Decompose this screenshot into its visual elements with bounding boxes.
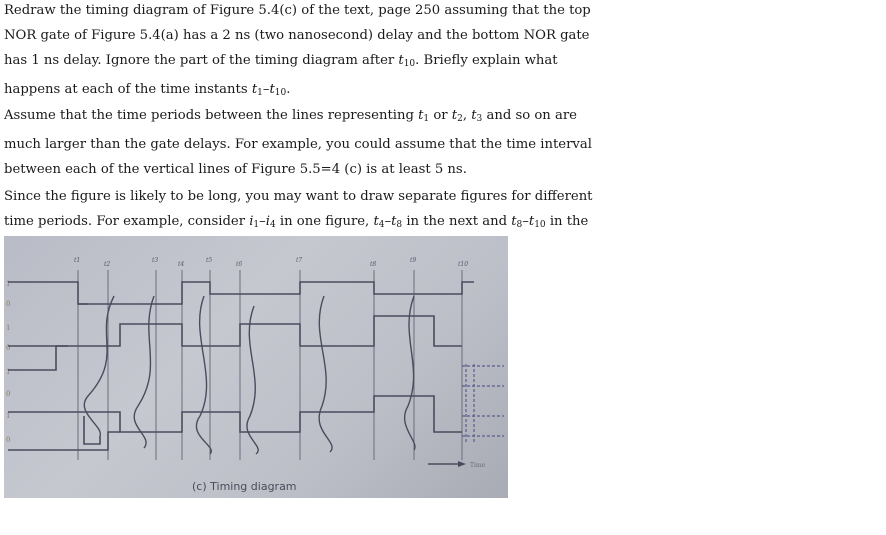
waveform-5: [8, 396, 462, 432]
time-mark-t5: t5: [206, 257, 213, 264]
timing-diagram: [4, 236, 508, 498]
time-mark-t3: t3: [152, 257, 159, 264]
time-axis: [428, 461, 486, 469]
waveform-2: [78, 282, 474, 304]
level-label: 0: [6, 390, 11, 398]
level-label: 0: [6, 436, 11, 444]
waveform-1: [8, 282, 88, 304]
time-mark-t8: t8: [370, 261, 377, 268]
time-mark-t9: t9: [410, 257, 417, 264]
waveform-4: [8, 346, 68, 370]
level-label: 0: [6, 344, 11, 352]
problem-paragraph-3: Since the figure is likely to be long, you may want to draw separate figures for different time periods. For example, consider $i_1-i_4$ in one figure, $t_4-t_8$ in the next and $t_8-t_{10}$ in the: [4, 189, 593, 230]
causality-arrows: [84, 296, 415, 454]
undefined-region: [462, 364, 504, 442]
timing-diagram-photo: [4, 236, 508, 498]
problem-paragraph-1: Redraw the timing diagram of Figure 5.4(c) of the text, page 250 assuming that the top NOR gate of Figure 5.4(a) has a 2 ns (two nanosecond) delay and the bottom NOR gate has 1 ns delay. Ignore the part of the timing diagram after $t_{10}$. Briefly explain what happens at each of the time instants $t_1-t_{10}$.: [4, 3, 591, 98]
time-mark-t1: t1: [74, 257, 81, 264]
time-mark-t4: t4: [178, 261, 185, 268]
level-label: 0: [6, 300, 11, 308]
problem-paragraph-2: Assume that the time periods between the lines representing $t_1$ or $t_2$, $t_3$ and so on are much larger than the gate delays. For example, you could assume that the time interval between each of the vertical lines of Figure 5.5=4 (c) is at least 5 ns.: [4, 108, 592, 177]
time-mark-t2: t2: [104, 261, 111, 268]
time-mark-t10: t10: [458, 261, 469, 268]
time-label: Time: [470, 462, 486, 469]
waveform-3: [8, 316, 462, 346]
figure-caption: (c) Timing diagram: [192, 480, 297, 493]
level-label: 1: [6, 368, 11, 376]
level-label: 1: [6, 324, 11, 332]
level-label: 1: [6, 280, 11, 288]
time-mark-t6: t6: [236, 261, 243, 268]
waveform-7: [8, 432, 120, 450]
level-label: 1: [6, 412, 11, 420]
time-mark-t7: t7: [296, 257, 303, 264]
